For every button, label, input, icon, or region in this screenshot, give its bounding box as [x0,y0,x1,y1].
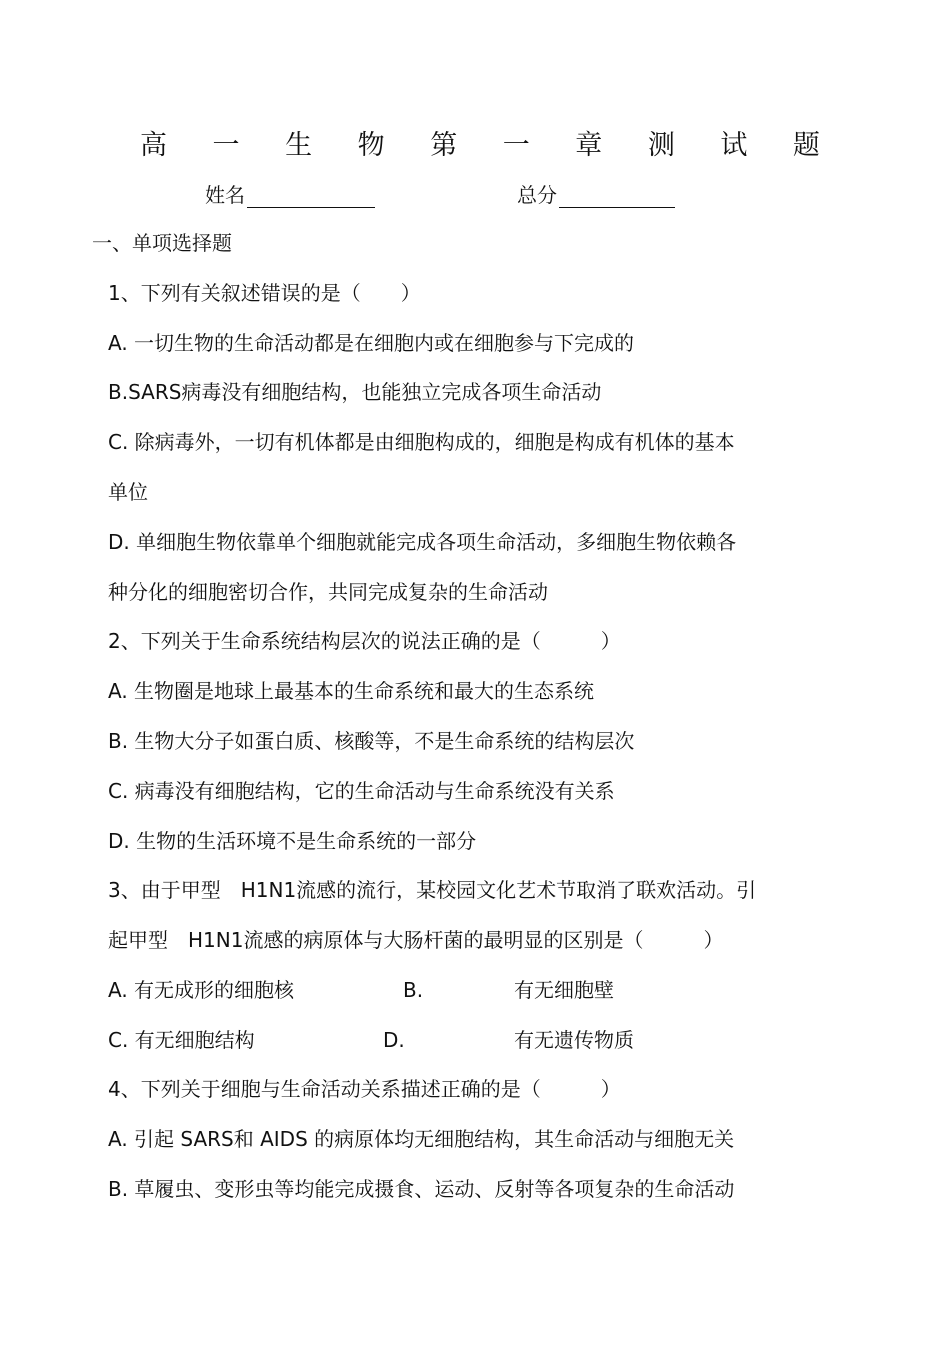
question-1-option-d: D. 单细胞生物依靠单个细胞就能完成各项生命活动，多细胞生物依赖各 [108,530,737,554]
question-3-stem: 3、由于甲型 H1N1流感的流行，某校园文化艺术节取消了联欢活动。引 [108,878,757,902]
name-blank[interactable] [247,181,375,208]
question-1-option-a: A. 一切生物的生命活动都是在细胞内或在细胞参与下完成的 [108,331,635,355]
title-char: 第 [430,129,458,161]
name-field [205,176,375,208]
question-1-option-d-cont: 种分化的细胞密切合作，共同完成复杂的生命活动 [108,580,548,604]
question-3-stem-cont: 起甲型 H1N1流感的病原体与大肠杆菌的最明显的区别是（ ） [108,928,724,952]
question-4-option-b: B. 草履虫、变形虫等均能完成摄食、运动、反射等各项复杂的生命活动 [108,1177,735,1201]
question-2-option-a: A. 生物圈是地球上最基本的生命系统和最大的生态系统 [108,679,595,703]
title-char: 一 [502,129,530,161]
question-3-option-b-text: 有无细胞壁 [514,978,614,1002]
name-label: 姓名 [205,183,245,207]
question-3-option-d-letter: D. [383,1028,405,1052]
title-char: 物 [357,129,385,161]
question-2-option-b: B. 生物大分子如蛋白质、核酸等，不是生命系统的结构层次 [108,729,635,753]
title-char: 测 [647,129,675,161]
title-char: 生 [285,129,313,161]
question-2-option-c: C. 病毒没有细胞结构，它的生命活动与生命系统没有关系 [108,779,615,803]
score-label: 总分 [517,183,557,207]
question-2-stem: 2、下列关于生命系统结构层次的说法正确的是（ ） [108,629,621,653]
section-heading: 一、单项选择题 [92,231,232,255]
question-4-stem: 4、下列关于细胞与生命活动关系描述正确的是（ ） [108,1077,621,1101]
page-title [140,120,820,164]
question-1-option-c-cont: 单位 [108,480,148,504]
student-info-row [0,176,950,208]
question-3-option-c: C. 有无细胞结构 [108,1028,255,1052]
title-char: 一 [212,129,240,161]
score-blank[interactable] [559,181,675,208]
title-char: 章 [575,129,603,161]
question-1-option-c: C. 除病毒外，一切有机体都是由细胞构成的，细胞是构成有机体的基本 [108,430,735,454]
title-char: 题 [792,129,820,161]
question-2-option-d: D. 生物的生活环境不是生命系统的一部分 [108,829,477,853]
question-3-option-d-text: 有无遗传物质 [514,1028,634,1052]
question-3-option-b-letter: B. [403,978,424,1002]
title-char: 高 [140,129,167,161]
score-field [517,176,675,208]
question-1-option-b: B.SARS病毒没有细胞结构，也能独立完成各项生命活动 [108,380,602,404]
question-1-stem: 1、下列有关叙述错误的是（ ） [108,281,421,305]
title-char: 试 [720,129,748,161]
question-4-option-a: A. 引起 SARS和 AIDS 的病原体均无细胞结构，其生命活动与细胞无关 [108,1127,735,1151]
question-3-option-a: A. 有无成形的细胞核 [108,978,295,1002]
